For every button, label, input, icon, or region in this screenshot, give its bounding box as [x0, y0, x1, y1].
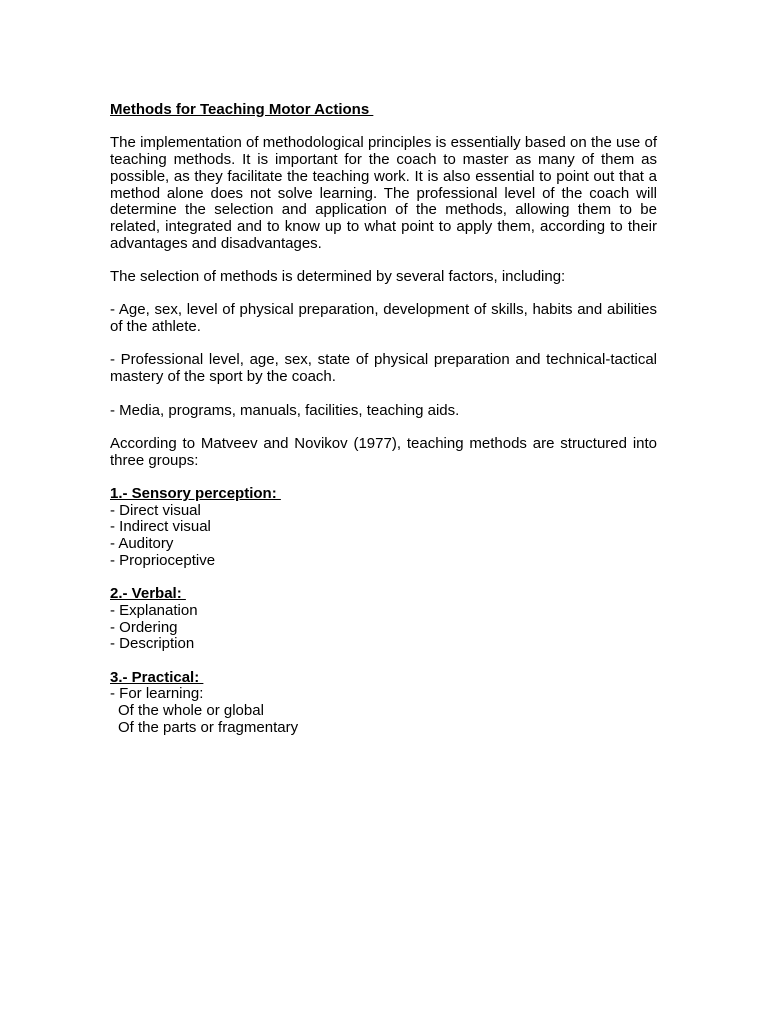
list-item: - Auditory	[110, 535, 174, 553]
factor-item: - Age, sex, level of physical preparation, development of skills, habits and abilities of the athlete.	[110, 301, 657, 336]
list-item: - Explanation	[110, 601, 198, 619]
factor-item: - Professional level, age, sex, state of physical preparation and technical-tactical mastery of the sport by the coach.	[110, 351, 657, 386]
sub-list-item: Of the whole or global	[118, 702, 264, 720]
intro-paragraph: The implementation of methodological principles is essentially based on the use of teaching methods. It is important for the coach to master as many of them as possible, as they facilitate the teaching work. It is also essential to point out that a method alone does not solve learning. The professional level of the coach will determine the selection and application of the methods, allowing them to be related, integrated and to know up to what point to apply them, according to their advantages and disadvantages.	[110, 134, 657, 252]
factor-item: - Media, programs, manuals, facilities, teaching aids.	[110, 401, 460, 419]
list-item: - Indirect visual	[110, 518, 211, 536]
list-item: - Ordering	[110, 618, 178, 636]
list-item: - Description	[110, 635, 195, 653]
group-heading-verbal: 2.- Verbal:	[110, 585, 186, 603]
factors-intro: The selection of methods is determined by several factors, including:	[110, 268, 566, 285]
group-heading-sensory: 1.- Sensory perception:	[110, 485, 281, 503]
list-item: - Direct visual	[110, 501, 201, 519]
list-item: - For learning:	[110, 685, 204, 703]
document-page	[110, 102, 657, 737]
group-heading-practical: 3.- Practical:	[110, 668, 204, 686]
sub-list-item: Of the parts or fragmentary	[118, 718, 299, 736]
document-title: Methods for Teaching Motor Actions	[110, 101, 374, 118]
list-item: - Proprioceptive	[110, 551, 216, 569]
groups-intro: According to Matveev and Novikov (1977), teaching methods are structured into three groups:	[110, 434, 657, 469]
